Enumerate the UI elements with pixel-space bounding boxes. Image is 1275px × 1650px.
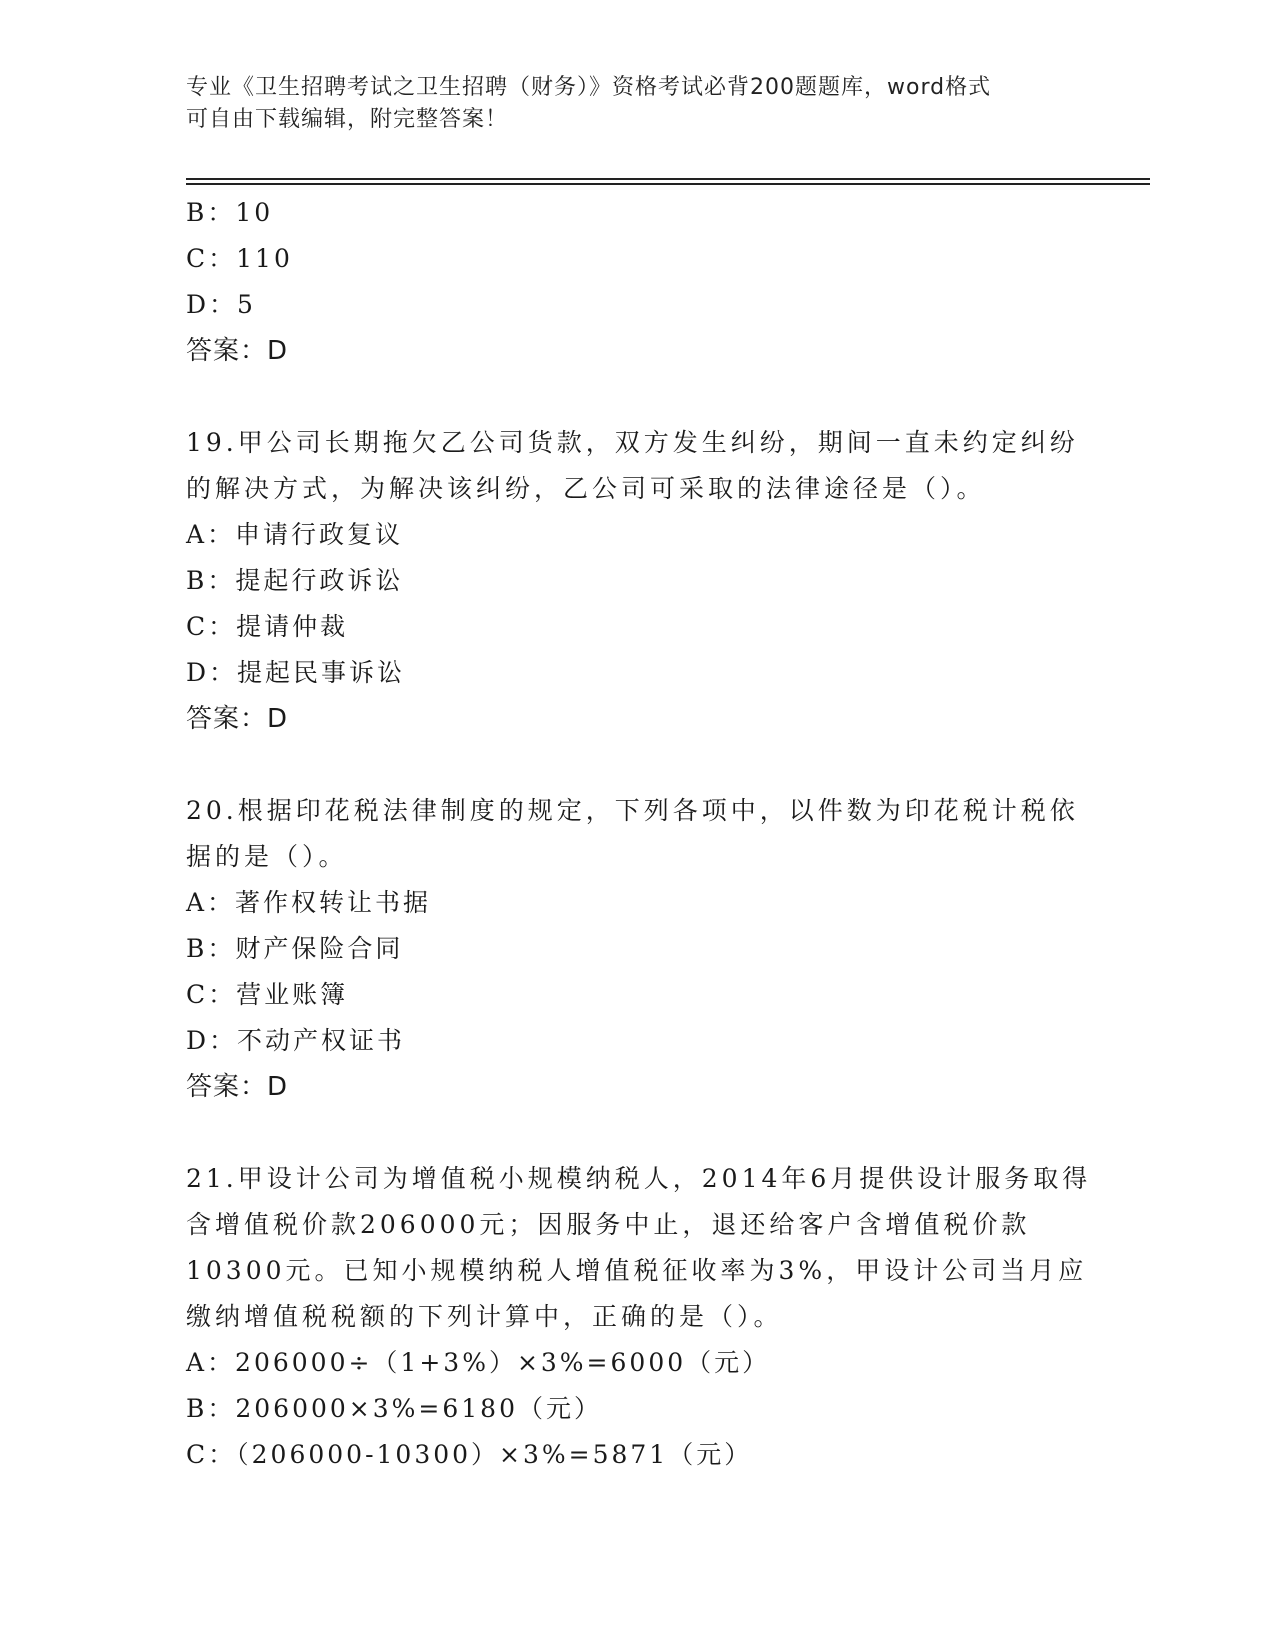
header-line-2: 可自由下载编辑，附完整答案！ xyxy=(186,107,509,132)
question-text-line: 21.甲设计公司为增值税小规模纳税人，2014年6月提供设计服务取得 xyxy=(186,1164,1092,1193)
option-a: A：申请行政复议 xyxy=(186,520,404,549)
question-text-line: 10300元。已知小规模纳税人增值税征收率为3%，甲设计公司当月应 xyxy=(186,1256,1088,1285)
option-b: B：206000×3%=6180（元） xyxy=(186,1394,602,1423)
option-b: B：10 xyxy=(186,198,274,227)
question-text-line: 20.根据印花税法律制度的规定，下列各项中，以件数为印花税计税依 xyxy=(186,796,1079,825)
option-d: D：提起民事诉讼 xyxy=(186,658,406,687)
option-d: D：不动产权证书 xyxy=(186,1026,406,1055)
question-text xyxy=(186,1156,1092,1340)
question-block-20 xyxy=(186,788,1086,1110)
question-text-line: 19.甲公司长期拖欠乙公司货款，双方发生纠纷，期间一直未约定纠纷 xyxy=(186,428,1079,457)
option-c: C：（206000-10300）×3%=5871（元） xyxy=(186,1440,753,1469)
document-body xyxy=(186,190,1092,1478)
option-c: C：提请仲裁 xyxy=(186,612,349,641)
question-text-line: 的解决方式，为解决该纠纷，乙公司可采取的法律途径是（）。 xyxy=(186,474,986,503)
option-a: A：206000÷（1+3%）×3%=6000（元） xyxy=(186,1348,771,1377)
option-d: D：5 xyxy=(186,290,256,319)
answer-line: 答案：D xyxy=(186,336,289,366)
question-text xyxy=(186,788,1079,880)
option-c: C：110 xyxy=(186,244,293,273)
document-header xyxy=(186,72,1066,136)
header-line-1: 专业《卫生招聘考试之卫生招聘（财务）》资格考试必背200题题库，word格式 xyxy=(186,75,992,100)
question-block-19 xyxy=(186,420,1086,742)
question-text-line: 含增值税价款206000元；因服务中止，退还给客户含增值税价款 xyxy=(186,1210,1031,1239)
answer-line: 答案：D xyxy=(186,704,289,734)
header-divider-bottom xyxy=(186,183,1150,185)
header-divider-top xyxy=(186,178,1150,180)
question-block-21 xyxy=(186,1156,1092,1478)
answer-line: 答案：D xyxy=(186,1072,289,1102)
option-c: C：营业账簿 xyxy=(186,980,349,1009)
question-text xyxy=(186,420,1079,512)
option-b: B：财产保险合同 xyxy=(186,934,404,963)
question-text-line: 缴纳增值税税额的下列计算中，正确的是（）。 xyxy=(186,1302,783,1331)
question-block-18 xyxy=(186,190,1086,374)
option-a: A：著作权转让书据 xyxy=(186,888,432,917)
question-text-line: 据的是（）。 xyxy=(186,842,348,871)
option-b: B：提起行政诉讼 xyxy=(186,566,404,595)
